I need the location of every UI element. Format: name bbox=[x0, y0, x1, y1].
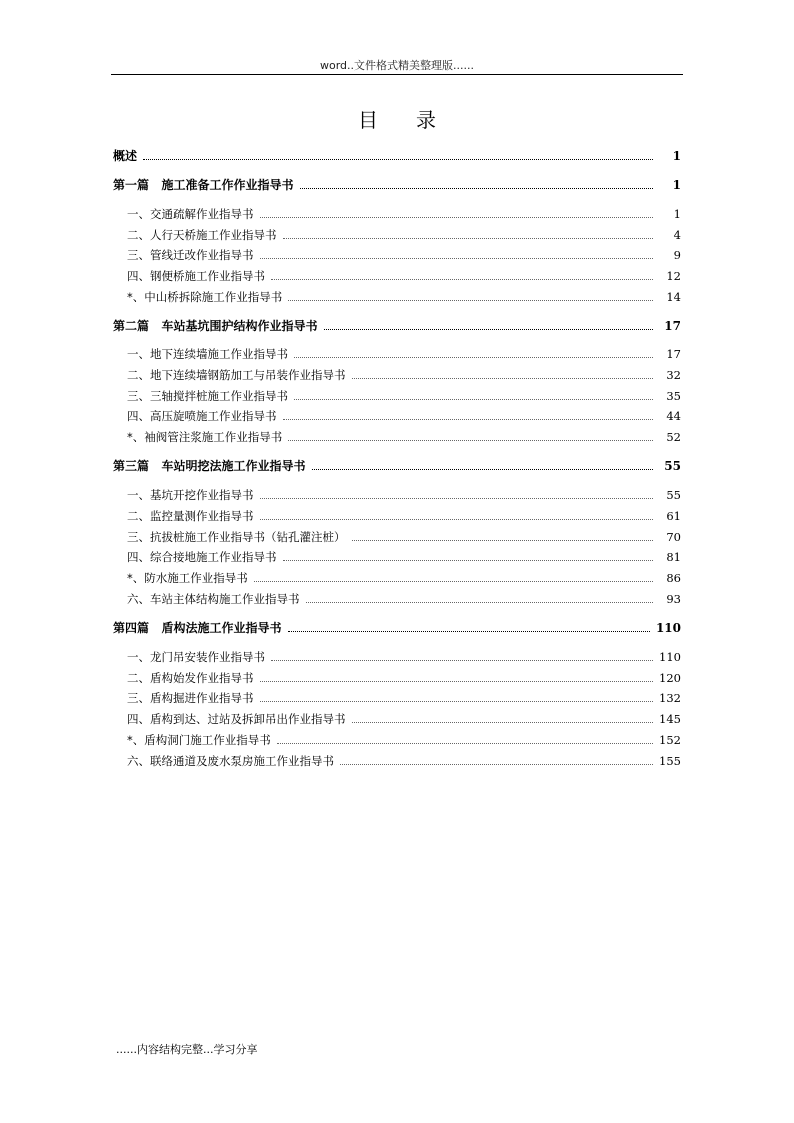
header-divider bbox=[111, 74, 683, 75]
toc-entry-page-number: 55 bbox=[666, 488, 681, 502]
dot-leader bbox=[352, 722, 654, 723]
dot-leader bbox=[352, 540, 654, 541]
toc-entry-label: 四、综合接地施工作业指导书 bbox=[127, 550, 277, 564]
toc-entry-page-number: 17 bbox=[666, 347, 681, 361]
dot-leader bbox=[294, 399, 653, 400]
page-footer: ......内容结构完整...学习分享 bbox=[116, 1043, 258, 1056]
dot-leader bbox=[260, 258, 654, 259]
toc-entry-page-number: 61 bbox=[666, 509, 681, 523]
toc-entry-page-number: 52 bbox=[666, 430, 681, 444]
toc-entry-page-number: 93 bbox=[666, 592, 681, 606]
toc-entry-label: 二、盾构始发作业指导书 bbox=[127, 671, 254, 685]
toc-entry-section[interactable] bbox=[113, 148, 681, 164]
toc-entry-label: 一、交通疏解作业指导书 bbox=[127, 207, 254, 221]
toc-entry-page-number: 4 bbox=[673, 228, 681, 242]
toc-entry-page-number: 120 bbox=[659, 671, 681, 685]
dot-leader bbox=[340, 764, 653, 765]
toc-entry-label: 一、基坑开挖作业指导书 bbox=[127, 488, 254, 502]
toc-entry-label: *、中山桥拆除施工作业指导书 bbox=[127, 290, 283, 304]
toc-entry[interactable] bbox=[113, 549, 681, 565]
toc-entry-label: 第二篇 车站基坑围护结构作业指导书 bbox=[113, 319, 318, 333]
toc-entry-label: 六、车站主体结构施工作业指导书 bbox=[127, 592, 300, 606]
toc-entry[interactable] bbox=[113, 649, 681, 665]
toc-entry-page-number: 110 bbox=[659, 650, 681, 664]
toc-entry[interactable] bbox=[113, 690, 681, 706]
toc-entry[interactable] bbox=[113, 388, 681, 404]
page-title: 目录 bbox=[358, 108, 474, 132]
dot-leader bbox=[260, 498, 654, 499]
toc-entry-label: 三、三轴搅拌桩施工作业指导书 bbox=[127, 389, 288, 403]
toc-entry-page-number: 70 bbox=[666, 530, 681, 544]
page-header: word..文件格式精美整理版...... bbox=[319, 59, 474, 72]
toc-entry[interactable] bbox=[113, 570, 681, 586]
toc-entry[interactable] bbox=[113, 508, 681, 524]
toc-entry-label: 三、抗拔桩施工作业指导书（钻孔灌注桩） bbox=[127, 530, 346, 544]
toc-entry-section[interactable] bbox=[113, 620, 681, 636]
dot-leader bbox=[300, 188, 653, 189]
toc-entry-label: *、盾构洞门施工作业指导书 bbox=[127, 733, 271, 747]
toc-entry[interactable] bbox=[113, 711, 681, 727]
toc-entry-page-number: 132 bbox=[659, 691, 681, 705]
dot-leader bbox=[352, 378, 654, 379]
toc-entry-label: 二、监控量测作业指导书 bbox=[127, 509, 254, 523]
toc-entry[interactable] bbox=[113, 346, 681, 362]
toc-entry-page-number: 9 bbox=[673, 248, 681, 262]
dot-leader bbox=[294, 357, 653, 358]
toc-entry-label: 三、管线迁改作业指导书 bbox=[127, 248, 254, 262]
toc-entry[interactable] bbox=[113, 732, 681, 748]
toc-entry-section[interactable] bbox=[113, 458, 681, 474]
toc-entry-page-number: 32 bbox=[666, 368, 681, 382]
toc-entry[interactable] bbox=[113, 247, 681, 263]
dot-leader bbox=[260, 217, 654, 218]
toc-entry-label: 四、钢便桥施工作业指导书 bbox=[127, 269, 265, 283]
dot-leader bbox=[283, 238, 654, 239]
toc-entry-page-number: 86 bbox=[666, 571, 681, 585]
toc-entry-page-number: 55 bbox=[664, 459, 681, 473]
toc-entry[interactable] bbox=[113, 268, 681, 284]
dot-leader bbox=[254, 581, 653, 582]
dot-leader bbox=[288, 300, 653, 301]
toc-entry-page-number: 1 bbox=[672, 178, 681, 192]
toc-entry-page-number: 35 bbox=[666, 389, 681, 403]
dot-leader bbox=[277, 743, 653, 744]
toc-entry-label: 一、龙门吊安装作业指导书 bbox=[127, 650, 265, 664]
toc-entry-label: 概述 bbox=[113, 149, 138, 163]
toc-entry-page-number: 81 bbox=[666, 550, 681, 564]
toc-entry[interactable] bbox=[113, 408, 681, 424]
toc-entry-label: 第一篇 施工准备工作作业指导书 bbox=[113, 178, 294, 192]
toc-entry[interactable] bbox=[113, 670, 681, 686]
dot-leader bbox=[306, 602, 654, 603]
toc-entry-label: 第三篇 车站明挖法施工作业指导书 bbox=[113, 459, 306, 473]
toc-entry-label: *、袖阀管注浆施工作业指导书 bbox=[127, 430, 283, 444]
dot-leader bbox=[324, 329, 653, 330]
dot-leader bbox=[283, 419, 654, 420]
dot-leader bbox=[288, 631, 650, 632]
toc-entry-label: 六、联络通道及废水泵房施工作业指导书 bbox=[127, 754, 334, 768]
toc-entry-label: 二、地下连续墙钢筋加工与吊装作业指导书 bbox=[127, 368, 346, 382]
dot-leader bbox=[143, 159, 653, 160]
toc-entry[interactable] bbox=[113, 206, 681, 222]
toc-entry[interactable] bbox=[113, 487, 681, 503]
toc-entry-label: 一、地下连续墙施工作业指导书 bbox=[127, 347, 288, 361]
toc-entry-section[interactable] bbox=[113, 177, 681, 193]
toc-entry[interactable] bbox=[113, 529, 681, 545]
toc-entry-page-number: 1 bbox=[672, 149, 681, 163]
toc-entry-label: 四、盾构到达、过站及拆卸吊出作业指导书 bbox=[127, 712, 346, 726]
toc-entry[interactable] bbox=[113, 367, 681, 383]
toc-entry-page-number: 44 bbox=[666, 409, 681, 423]
toc-entry-label: 二、人行天桥施工作业指导书 bbox=[127, 228, 277, 242]
dot-leader bbox=[312, 469, 653, 470]
dot-leader bbox=[283, 560, 654, 561]
dot-leader bbox=[271, 279, 653, 280]
dot-leader bbox=[288, 440, 653, 441]
toc-entry-label: 第四篇 盾构法施工作业指导书 bbox=[113, 621, 282, 635]
toc-entry-page-number: 1 bbox=[673, 207, 681, 221]
toc-entry-page-number: 12 bbox=[666, 269, 681, 283]
dot-leader bbox=[271, 660, 653, 661]
dot-leader bbox=[260, 701, 654, 702]
dot-leader bbox=[260, 681, 654, 682]
toc-entry-page-number: 110 bbox=[655, 621, 681, 635]
toc-entry[interactable] bbox=[113, 289, 681, 305]
toc-entry[interactable] bbox=[113, 227, 681, 243]
toc-entry-page-number: 155 bbox=[659, 754, 681, 768]
toc-entry-label: 四、高压旋喷施工作业指导书 bbox=[127, 409, 277, 423]
toc-entry-section[interactable] bbox=[113, 318, 681, 334]
toc-entry-page-number: 17 bbox=[664, 319, 681, 333]
toc-entry[interactable] bbox=[113, 753, 681, 769]
dot-leader bbox=[260, 519, 654, 520]
toc-entry-label: *、防水施工作业指导书 bbox=[127, 571, 248, 585]
toc-entry-page-number: 14 bbox=[666, 290, 681, 304]
toc-entry-page-number: 145 bbox=[659, 712, 681, 726]
toc-entry-page-number: 152 bbox=[659, 733, 681, 747]
toc-entry-label: 三、盾构掘进作业指导书 bbox=[127, 691, 254, 705]
toc-entry[interactable] bbox=[113, 429, 681, 445]
toc-entry[interactable] bbox=[113, 591, 681, 607]
